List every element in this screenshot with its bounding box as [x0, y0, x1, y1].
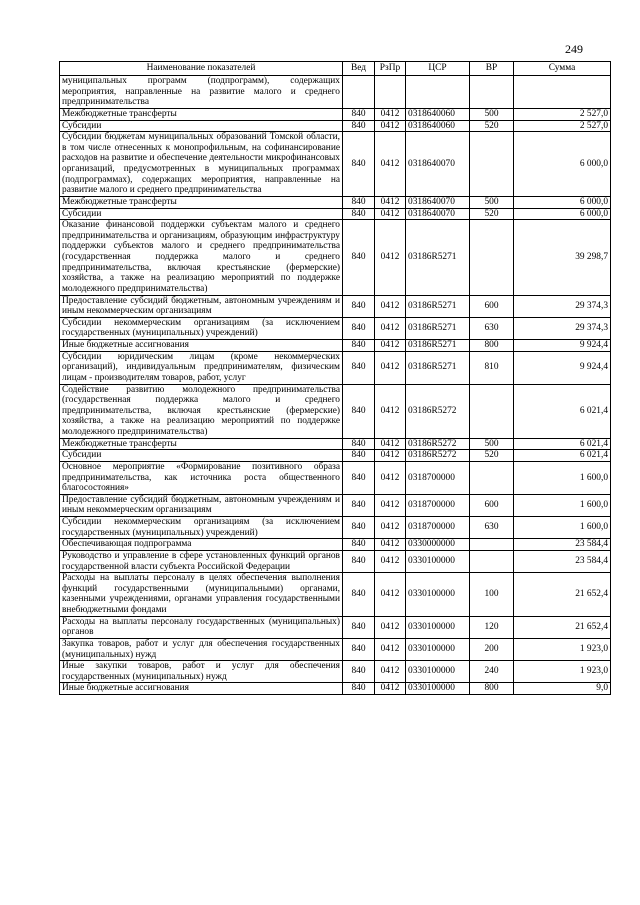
- cell-vr: 120: [470, 616, 514, 638]
- header-rzpr: РзПр: [375, 62, 406, 76]
- cell-csr: 03186R5271: [406, 317, 470, 339]
- cell-ved: 840: [343, 539, 375, 551]
- cell-ved: 840: [343, 638, 375, 660]
- table-row: [60, 550, 611, 572]
- cell-sum: 6 021,4: [514, 438, 611, 450]
- table-row: [60, 573, 611, 617]
- cell-ved: 840: [343, 384, 375, 438]
- cell-sum: 21 652,4: [514, 573, 611, 617]
- cell-csr: 0330100000: [406, 550, 470, 572]
- cell-rzpr: 0412: [375, 450, 406, 462]
- cell-ved: 840: [343, 616, 375, 638]
- cell-vr: 500: [470, 196, 514, 208]
- cell-sum: 21 652,4: [514, 616, 611, 638]
- table-row: [60, 683, 611, 695]
- header-name: Наименование показателей: [60, 62, 343, 76]
- cell-sum: 23 584,4: [514, 539, 611, 551]
- cell-ved: 840: [343, 517, 375, 539]
- header-vr: ВР: [470, 62, 514, 76]
- cell-rzpr: 0412: [375, 494, 406, 516]
- cell-csr: 0330100000: [406, 683, 470, 695]
- table-row: [60, 461, 611, 494]
- cell-ved: 840: [343, 208, 375, 220]
- cell-sum: 1 600,0: [514, 461, 611, 494]
- cell-sum: 29 374,3: [514, 295, 611, 317]
- cell-csr: 03186R5271: [406, 295, 470, 317]
- cell-name: Оказание финансовой поддержки субъектам малого и среднего предпринимательства и организациям, образующим инфраструктуру поддержки субъектов малого и среднего предпринимательства (государственная поддержка малого и среднего предпринимательства, включая крестьянские (фермерские) хозяйства, а также на реализацию мероприятий по поддержке молодежного предпринимательства): [60, 220, 343, 295]
- cell-csr: 0318640060: [406, 108, 470, 120]
- table-row: [60, 517, 611, 539]
- cell-sum: 6 000,0: [514, 208, 611, 220]
- cell-vr: 500: [470, 438, 514, 450]
- cell-ved: 840: [343, 461, 375, 494]
- cell-rzpr: 0412: [375, 120, 406, 132]
- header-csr: ЦСР: [406, 62, 470, 76]
- cell-name: Предоставление субсидий бюджетным, автономным учреждениям и иным некоммерческим организациям: [60, 295, 343, 317]
- cell-sum: 2 527,0: [514, 108, 611, 120]
- cell-rzpr: 0412: [375, 295, 406, 317]
- cell-rzpr: 0412: [375, 196, 406, 208]
- table-row: [60, 220, 611, 295]
- cell-sum: 6 000,0: [514, 132, 611, 197]
- table-row: [60, 351, 611, 384]
- table-row: [60, 450, 611, 462]
- cell-rzpr: [375, 76, 406, 109]
- cell-csr: 03186R5271: [406, 351, 470, 384]
- cell-sum: 6 021,4: [514, 384, 611, 438]
- cell-csr: 0318700000: [406, 517, 470, 539]
- cell-rzpr: 0412: [375, 683, 406, 695]
- cell-name: Субсидии юридическим лицам (кроме некоммерческих организаций), индивидуальным предпринимателям, физическим лицам - производителям товаров, работ, услуг: [60, 351, 343, 384]
- table-row: [60, 76, 611, 109]
- cell-rzpr: 0412: [375, 340, 406, 352]
- cell-csr: 0318640070: [406, 208, 470, 220]
- cell-name: Иные бюджетные ассигнования: [60, 683, 343, 695]
- cell-name: Расходы на выплаты персоналу в целях обеспечения выполнения функций государственными (муниципальными) органами, казенными учреждениями, органами управления государственными внебюджетными фондами: [60, 573, 343, 617]
- table-row: [60, 317, 611, 339]
- cell-csr: 0318700000: [406, 494, 470, 516]
- cell-ved: 840: [343, 196, 375, 208]
- cell-name: Субсидии бюджетам муниципальных образований Томской области, в том числе отнесенных к монопрофильным, на софинансирование расходов на развитие и обеспечение деятельности микрофинансовых организаций, предусмотренных в муниципальных программах (подпрограммах), содержащих мероприятия, направленные на развитие малого и среднего предпринимательства: [60, 132, 343, 197]
- cell-csr: 0330100000: [406, 661, 470, 683]
- cell-name: Закупка товаров, работ и услуг для обеспечения государственных (муниципальных) нужд: [60, 638, 343, 660]
- table-row: [60, 494, 611, 516]
- cell-csr: [406, 76, 470, 109]
- cell-rzpr: 0412: [375, 132, 406, 197]
- cell-ved: 840: [343, 132, 375, 197]
- cell-ved: 840: [343, 573, 375, 617]
- cell-sum: 6 021,4: [514, 450, 611, 462]
- cell-csr: 0330000000: [406, 539, 470, 551]
- cell-ved: 840: [343, 220, 375, 295]
- cell-sum: 29 374,3: [514, 317, 611, 339]
- cell-name: Субсидии некоммерческим организациям (за исключением государственных (муниципальных) учреждений): [60, 317, 343, 339]
- cell-ved: 840: [343, 351, 375, 384]
- cell-vr: 200: [470, 638, 514, 660]
- cell-rzpr: 0412: [375, 517, 406, 539]
- cell-rzpr: 0412: [375, 573, 406, 617]
- cell-name: Межбюджетные трансферты: [60, 108, 343, 120]
- table-row: [60, 638, 611, 660]
- table-row: [60, 438, 611, 450]
- cell-name: Субсидии некоммерческим организациям (за исключением государственных (муниципальных) учреждений): [60, 517, 343, 539]
- table-row: [60, 120, 611, 132]
- cell-sum: 6 000,0: [514, 196, 611, 208]
- table-row: [60, 384, 611, 438]
- cell-csr: 0318640060: [406, 120, 470, 132]
- cell-ved: 840: [343, 661, 375, 683]
- cell-name: Субсидии: [60, 120, 343, 132]
- cell-vr: [470, 550, 514, 572]
- cell-csr: 0330100000: [406, 638, 470, 660]
- cell-vr: 520: [470, 208, 514, 220]
- cell-rzpr: 0412: [375, 661, 406, 683]
- cell-rzpr: 0412: [375, 384, 406, 438]
- cell-csr: 0330100000: [406, 616, 470, 638]
- cell-name: Расходы на выплаты персоналу государственных (муниципальных) органов: [60, 616, 343, 638]
- cell-ved: 840: [343, 120, 375, 132]
- cell-vr: [470, 461, 514, 494]
- table-row: [60, 108, 611, 120]
- cell-rzpr: 0412: [375, 616, 406, 638]
- table-row: [60, 616, 611, 638]
- cell-ved: 840: [343, 295, 375, 317]
- cell-name: Межбюджетные трансферты: [60, 196, 343, 208]
- cell-vr: [470, 220, 514, 295]
- cell-vr: [470, 539, 514, 551]
- cell-sum: 1 600,0: [514, 517, 611, 539]
- cell-ved: 840: [343, 317, 375, 339]
- cell-csr: 03186R5271: [406, 340, 470, 352]
- cell-csr: 03186R5272: [406, 450, 470, 462]
- cell-csr: 03186R5272: [406, 384, 470, 438]
- cell-vr: 800: [470, 683, 514, 695]
- cell-csr: 0330100000: [406, 573, 470, 617]
- cell-vr: 600: [470, 295, 514, 317]
- cell-vr: 630: [470, 317, 514, 339]
- cell-sum: 39 298,7: [514, 220, 611, 295]
- cell-rzpr: 0412: [375, 539, 406, 551]
- cell-csr: 03186R5271: [406, 220, 470, 295]
- cell-vr: 520: [470, 120, 514, 132]
- table-row: [60, 295, 611, 317]
- cell-vr: 500: [470, 108, 514, 120]
- cell-rzpr: 0412: [375, 108, 406, 120]
- cell-rzpr: 0412: [375, 461, 406, 494]
- cell-name: Иные закупки товаров, работ и услуг для обеспечения государственных (муниципальных) нужд: [60, 661, 343, 683]
- table-row: [60, 132, 611, 197]
- cell-sum: 1 923,0: [514, 661, 611, 683]
- cell-ved: 840: [343, 108, 375, 120]
- cell-vr: [470, 76, 514, 109]
- cell-name: Основное мероприятие «Формирование позитивного образа предпринимательства, как источника роста общественного благосостояния»: [60, 461, 343, 494]
- cell-name: Межбюджетные трансферты: [60, 438, 343, 450]
- cell-vr: 520: [470, 450, 514, 462]
- cell-sum: 9,0: [514, 683, 611, 695]
- cell-name: Иные бюджетные ассигнования: [60, 340, 343, 352]
- cell-rzpr: 0412: [375, 317, 406, 339]
- cell-vr: [470, 384, 514, 438]
- cell-vr: 240: [470, 661, 514, 683]
- cell-sum: 2 527,0: [514, 120, 611, 132]
- table-row: [60, 196, 611, 208]
- table-row: [60, 340, 611, 352]
- cell-sum: [514, 76, 611, 109]
- cell-name: Предоставление субсидий бюджетным, автономным учреждениям и иным некоммерческим организациям: [60, 494, 343, 516]
- cell-vr: 800: [470, 340, 514, 352]
- cell-rzpr: 0412: [375, 438, 406, 450]
- cell-ved: [343, 76, 375, 109]
- cell-name: Обеспечивающая подпрограмма: [60, 539, 343, 551]
- cell-vr: 600: [470, 494, 514, 516]
- header-ved: Вед: [343, 62, 375, 76]
- cell-name: Руководство и управление в сфере установленных функций органов государственной власти субъекта Российской Федерации: [60, 550, 343, 572]
- table-header-row: [60, 62, 611, 76]
- cell-sum: 9 924,4: [514, 351, 611, 384]
- cell-sum: 23 584,4: [514, 550, 611, 572]
- cell-sum: 9 924,4: [514, 340, 611, 352]
- cell-name: Содействие развитию молодежного предпринимательства (государственная поддержка малого и среднего предпринимательства, включая крестьянские (фермерские) хозяйства, а также на реализацию мероприятий по поддержке молодежного предпринимательства): [60, 384, 343, 438]
- cell-name: Субсидии: [60, 450, 343, 462]
- cell-rzpr: 0412: [375, 550, 406, 572]
- cell-ved: 840: [343, 438, 375, 450]
- cell-rzpr: 0412: [375, 208, 406, 220]
- cell-vr: 630: [470, 517, 514, 539]
- table-row: [60, 661, 611, 683]
- table-body: [60, 76, 611, 695]
- table-row: [60, 208, 611, 220]
- cell-ved: 840: [343, 450, 375, 462]
- cell-ved: 840: [343, 340, 375, 352]
- cell-rzpr: 0412: [375, 220, 406, 295]
- cell-csr: 0318640070: [406, 196, 470, 208]
- cell-rzpr: 0412: [375, 638, 406, 660]
- cell-csr: 03186R5272: [406, 438, 470, 450]
- cell-name: муниципальных программ (подпрограмм), содержащих мероприятия, направленные на развитие малого и среднего предпринимательства: [60, 76, 343, 109]
- cell-csr: 0318700000: [406, 461, 470, 494]
- cell-csr: 0318640070: [406, 132, 470, 197]
- cell-sum: 1 923,0: [514, 638, 611, 660]
- cell-ved: 840: [343, 550, 375, 572]
- cell-vr: 100: [470, 573, 514, 617]
- header-sum: Сумма: [514, 62, 611, 76]
- cell-rzpr: 0412: [375, 351, 406, 384]
- cell-ved: 840: [343, 494, 375, 516]
- cell-vr: 810: [470, 351, 514, 384]
- cell-vr: [470, 132, 514, 197]
- cell-sum: 1 600,0: [514, 494, 611, 516]
- budget-table: [59, 61, 611, 695]
- cell-ved: 840: [343, 683, 375, 695]
- table-row: [60, 539, 611, 551]
- page-number: 249: [565, 42, 583, 56]
- cell-name: Субсидии: [60, 208, 343, 220]
